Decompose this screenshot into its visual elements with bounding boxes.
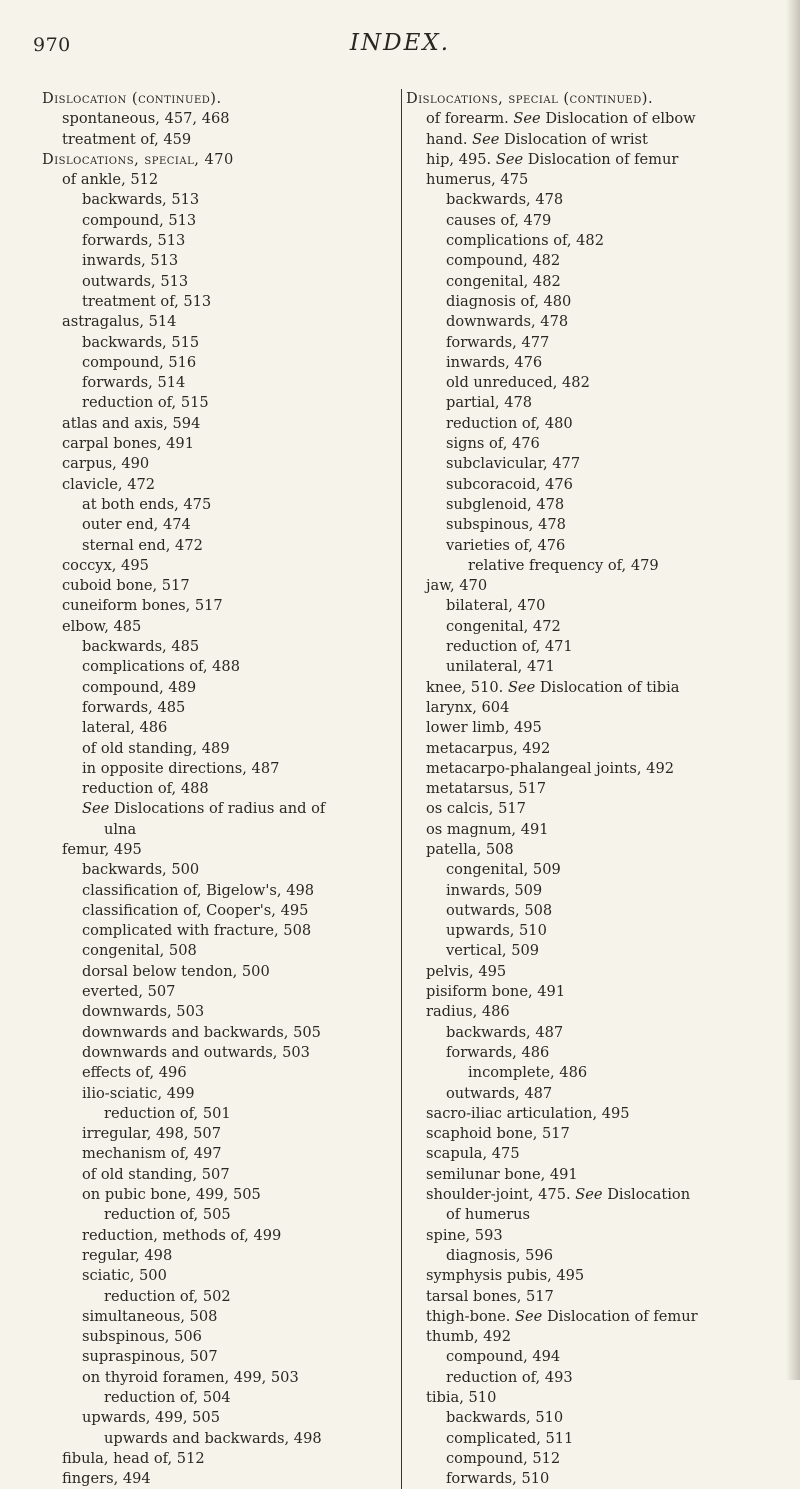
index-entry: upwards, 499, 505 xyxy=(82,1409,221,1427)
index-entry: incomplete, 486 xyxy=(468,1064,588,1082)
index-entry: scapula, 475 xyxy=(426,1145,520,1163)
index-entry: of forearm. See Dislocation of elbow xyxy=(426,110,696,128)
index-entry: compound, 513 xyxy=(82,211,197,229)
index-entry: of humerus xyxy=(446,1206,530,1224)
index-entry: subspinous, 506 xyxy=(82,1328,202,1346)
index-entry: backwards, 487 xyxy=(446,1023,564,1041)
index-entry: outwards, 513 xyxy=(82,272,189,290)
index-entry: backwards, 515 xyxy=(82,333,200,351)
index-entry: spontaneous, 457, 468 xyxy=(62,110,230,128)
index-entry: os calcis, 517 xyxy=(426,800,526,818)
index-entry: symphysis pubis, 495 xyxy=(426,1267,585,1285)
index-entry: outwards, 487 xyxy=(446,1084,553,1102)
index-entry: inwards, 476 xyxy=(446,353,543,371)
index-entry: clavicle, 472 xyxy=(62,475,156,493)
index-entry: subspinous, 478 xyxy=(446,516,566,534)
index-entry: reduction, methods of, 499 xyxy=(82,1226,282,1244)
index-entry: larynx, 604 xyxy=(426,698,510,716)
index-entry: thigh-bone. See Dislocation of femur xyxy=(426,1307,698,1325)
index-entry: thumb, 492 xyxy=(426,1328,511,1346)
index-entry: tarsal bones, 517 xyxy=(426,1287,554,1305)
index-entry: partial, 478 xyxy=(446,394,533,412)
index-entry: at both ends, 475 xyxy=(82,495,212,513)
index-entry: on thyroid foramen, 499, 503 xyxy=(82,1368,299,1386)
index-entry: causes of, 479 xyxy=(446,211,552,229)
index-entry: sacro-iliac articulation, 495 xyxy=(426,1104,630,1122)
index-entry: patella, 508 xyxy=(426,840,514,858)
index-entry: ulna xyxy=(104,820,137,838)
index-entry: signs of, 476 xyxy=(446,435,540,453)
index-entry: compound, 516 xyxy=(82,353,197,371)
index-entry: coccyx, 495 xyxy=(62,556,149,574)
index-entry: old unreduced, 482 xyxy=(446,374,590,392)
index-column-left xyxy=(42,89,394,1489)
index-entry: upwards, 510 xyxy=(446,922,547,940)
index-entry: downwards and backwards, 505 xyxy=(82,1023,321,1041)
index-entry: congenital, 472 xyxy=(446,617,561,635)
index-entry: lateral, 486 xyxy=(82,719,168,737)
index-entry: cuneiform bones, 517 xyxy=(62,597,223,615)
index-entry: subclavicular, 477 xyxy=(446,455,581,473)
index-entry: treatment of, 513 xyxy=(82,292,212,310)
index-entry: diagnosis, 596 xyxy=(446,1246,554,1264)
index-entry: reduction of, 471 xyxy=(446,638,573,656)
index-entry: reduction of, 480 xyxy=(446,414,573,432)
index-entry: ilio-sciatic, 499 xyxy=(82,1084,195,1102)
index-entry: backwards, 510 xyxy=(446,1409,564,1427)
index-entry: pisiform bone, 491 xyxy=(426,983,566,1001)
index-entry: jaw, 470 xyxy=(426,577,488,595)
index-entry: Dislocation (continued). xyxy=(42,90,222,107)
index-entry: outwards, 508 xyxy=(446,901,553,919)
index-entry: hip, 495. See Dislocation of femur xyxy=(426,150,679,168)
index-entry: unilateral, 471 xyxy=(446,658,555,676)
index-entry: shoulder-joint, 475. See Dislocation xyxy=(426,1186,691,1204)
index-entry: tibia, 510 xyxy=(426,1389,497,1406)
index-entry: regular, 498 xyxy=(82,1246,173,1264)
index-entry: subcoracoid, 476 xyxy=(446,475,573,493)
index-entry: complications of, 482 xyxy=(446,232,604,250)
index-entry: metacarpus, 492 xyxy=(426,739,551,757)
index-entry: effects of, 496 xyxy=(82,1064,187,1082)
page-title: INDEX. xyxy=(349,30,451,56)
index-entry: congenital, 509 xyxy=(446,861,561,879)
index-entry: irregular, 498, 507 xyxy=(82,1125,222,1143)
index-entry: simultaneous, 508 xyxy=(82,1307,218,1325)
index-entry: fingers, 494 xyxy=(62,1470,151,1488)
index-entry: complicated, 511 xyxy=(446,1429,574,1447)
index-entry: reduction of, 504 xyxy=(104,1389,231,1406)
index-entry: reduction of, 501 xyxy=(104,1104,231,1122)
index-entry: sternal end, 472 xyxy=(82,536,203,554)
index-column-right xyxy=(401,89,786,1489)
index-entry: metatarsus, 517 xyxy=(426,780,547,798)
index-entry: compound, 482 xyxy=(446,252,561,270)
index-entry: backwards, 485 xyxy=(82,638,200,656)
index-entry: scaphoid bone, 517 xyxy=(426,1125,570,1143)
index-entry: forwards, 514 xyxy=(82,374,186,392)
index-entry: elbow, 485 xyxy=(62,617,142,635)
index-entry: carpus, 490 xyxy=(62,455,150,473)
index-entry: pelvis, 495 xyxy=(426,962,507,980)
page-number: 970 xyxy=(33,34,71,56)
index-entry: supraspinous, 507 xyxy=(82,1348,218,1366)
index-entry: of old standing, 507 xyxy=(82,1165,230,1183)
index-entry: backwards, 513 xyxy=(82,191,200,209)
index-entry: lower limb, 495 xyxy=(426,719,542,737)
index-entry: backwards, 500 xyxy=(82,861,200,879)
index-entry: of ankle, 512 xyxy=(62,171,159,189)
index-entry: mechanism of, 497 xyxy=(82,1145,222,1163)
index-entry: compound, 489 xyxy=(82,678,197,696)
index-entry: backwards, 478 xyxy=(446,191,564,209)
index-entry: classification of, Bigelow's, 498 xyxy=(82,881,315,899)
index-entry: semilunar bone, 491 xyxy=(426,1165,578,1183)
index-entry: reduction of, 488 xyxy=(82,780,209,798)
index-entry: on pubic bone, 499, 505 xyxy=(82,1186,261,1204)
index-entry: reduction of, 493 xyxy=(446,1368,573,1386)
index-entry: os magnum, 491 xyxy=(426,820,549,838)
index-entry: radius, 486 xyxy=(426,1003,510,1021)
index-entry: femur, 495 xyxy=(62,840,142,858)
index-entry: carpal bones, 491 xyxy=(62,435,194,453)
index-entry: downwards, 503 xyxy=(82,1003,205,1021)
index-entry: fibula, head of, 512 xyxy=(62,1449,205,1467)
index-entry: inwards, 509 xyxy=(446,881,543,899)
index-entry: complications of, 488 xyxy=(82,658,240,676)
index-entry: knee, 510. See Dislocation of tibia xyxy=(426,678,680,696)
index-entry: vertical, 509 xyxy=(446,942,540,960)
index-entry: bilateral, 470 xyxy=(446,597,546,615)
index-entry: downwards, 478 xyxy=(446,313,569,331)
index-entry: in opposite directions, 487 xyxy=(82,759,280,777)
index-entry: atlas and axis, 594 xyxy=(62,414,201,432)
index-entry: subglenoid, 478 xyxy=(446,495,565,513)
index-entry: forwards, 513 xyxy=(82,232,186,250)
index-entry: hand. See Dislocation of wrist xyxy=(426,130,648,148)
index-entry: relative frequency of, 479 xyxy=(468,556,659,574)
index-entry: downwards and outwards, 503 xyxy=(82,1043,310,1061)
index-entry: metacarpo-phalangeal joints, 492 xyxy=(426,759,675,777)
index-entry: Dislocations, special (continued). xyxy=(406,90,654,107)
index-entry: reduction of, 502 xyxy=(104,1287,231,1305)
index-entry: varieties of, 476 xyxy=(446,536,566,554)
index-entry: compound, 512 xyxy=(446,1449,561,1467)
index-entry: forwards, 485 xyxy=(82,698,186,716)
index-entry: sciatic, 500 xyxy=(82,1267,167,1285)
index-entry: forwards, 510 xyxy=(446,1470,550,1488)
index-entry: congenital, 508 xyxy=(82,942,197,960)
index-entry: humerus, 475 xyxy=(426,171,529,189)
index-entry: reduction of, 505 xyxy=(104,1206,231,1224)
index-entry: classification of, Cooper's, 495 xyxy=(82,901,309,919)
page-edge-shadow xyxy=(786,0,800,1380)
index-entry: complicated with fracture, 508 xyxy=(82,922,312,940)
index-entry: outer end, 474 xyxy=(82,516,191,534)
index-entry: cuboid bone, 517 xyxy=(62,577,190,595)
index-entry: everted, 507 xyxy=(82,983,176,1001)
index-entry: reduction of, 515 xyxy=(82,394,209,412)
index-entry: of old standing, 489 xyxy=(82,739,230,757)
index-entry: astragalus, 514 xyxy=(62,313,177,331)
index-entry: congenital, 482 xyxy=(446,272,561,290)
index-entry: forwards, 477 xyxy=(446,333,550,351)
index-entry: upwards and backwards, 498 xyxy=(104,1429,322,1447)
index-entry: Dislocations, special, 470 xyxy=(42,150,234,168)
index-entry: diagnosis of, 480 xyxy=(446,292,572,310)
index-entry: spine, 593 xyxy=(426,1226,503,1244)
index-entry: dorsal below tendon, 500 xyxy=(82,962,270,980)
index-entry: treatment of, 459 xyxy=(62,130,192,148)
index-entry: See Dislocations of radius and of xyxy=(82,800,326,818)
index-entry: compound, 494 xyxy=(446,1348,561,1366)
index-entry: inwards, 513 xyxy=(82,252,179,270)
index-entry: forwards, 486 xyxy=(446,1043,550,1061)
